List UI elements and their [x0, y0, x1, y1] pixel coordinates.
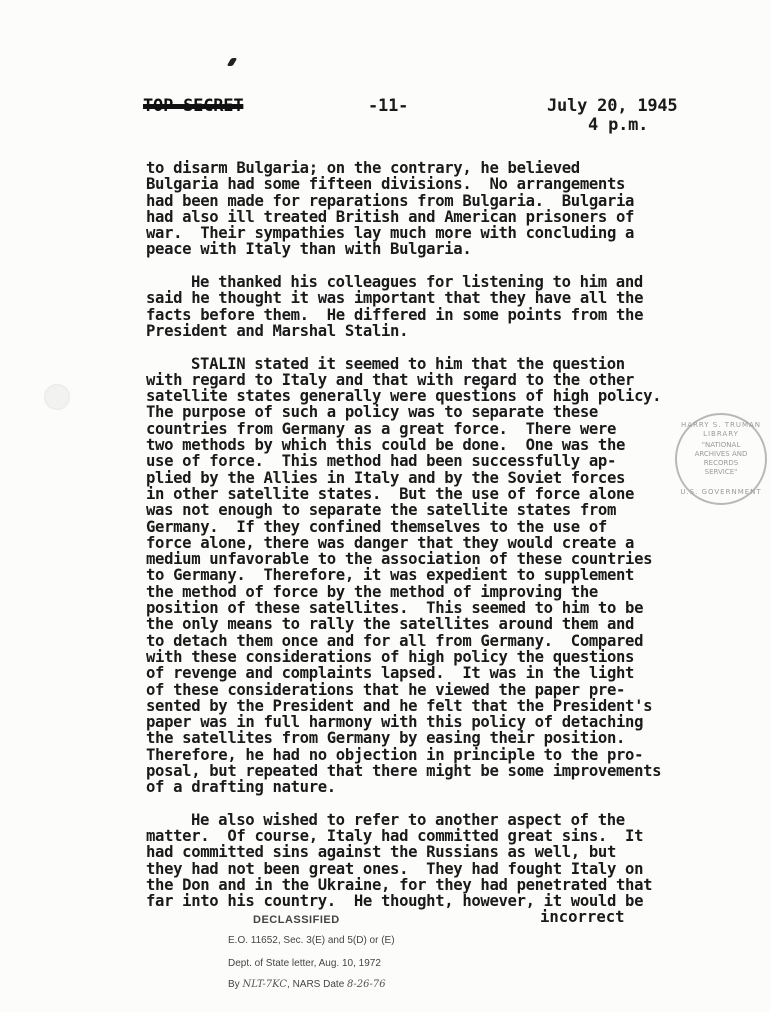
handwritten-date: 8-26-76 — [347, 979, 386, 990]
text-line: of these considerations that he viewed the paper pre- — [146, 680, 626, 699]
text-line: the satellites from Germany by easing their position. — [146, 729, 626, 748]
declassification-stamp — [228, 914, 395, 990]
text-line: paper was in full harmony with this policy of detaching — [146, 713, 644, 732]
text-line: far into his country. He thought, however, it would be — [146, 892, 644, 911]
declassified-title: DECLASSIFIED — [253, 914, 340, 926]
text-line: use of force. This method had been successfully ap- — [146, 452, 616, 471]
text-line: Therefore, he had no objection in principle to the pro- — [146, 745, 644, 764]
ink-mark — [227, 58, 238, 66]
text-line: sented by the President and he felt that the President's — [146, 696, 653, 715]
by-prefix: By — [228, 979, 240, 990]
text-line: with these considerations of high policy the questions — [146, 647, 635, 666]
nars-label: , NARS Date — [287, 979, 345, 990]
classification-marking: TOP SECRET — [143, 96, 244, 116]
text-line: of revenge and complaints lapsed. It was in the light — [146, 664, 635, 683]
declassified-authority: E.O. 11652, Sec. 3(E) and 5(D) or (E) — [228, 935, 395, 946]
text-line: the Don and in the Ukraine, for they had penetrated that — [146, 876, 653, 895]
text-line: He also wished to refer to another aspect of the — [191, 810, 625, 829]
paragraph — [146, 356, 706, 796]
text-line: war. Their sympathies lay much more with concluding a — [146, 224, 635, 243]
text-line: President and Marshal Stalin. — [146, 321, 409, 340]
text-line: posal, but repeated that there might be some improvements — [146, 761, 662, 780]
text-line: plied by the Allies in Italy and by the Soviet forces — [146, 468, 626, 487]
text-line: the method of force by the method of improving the — [146, 582, 598, 601]
punch-hole — [44, 384, 70, 410]
declassified-by-line — [228, 979, 395, 990]
text-line: Bulgaria had some fifteen divisions. No arrangements — [146, 175, 626, 194]
text-line: to Germany. Therefore, it was expedient to supplement — [146, 566, 635, 585]
text-line: to disarm Bulgaria; on the contrary, he believed — [146, 159, 580, 177]
catchword: incorrect — [540, 908, 625, 926]
text-line: medium unfavorable to the association of these countries — [146, 550, 653, 569]
text-line: to detach them once and for all from Germany. Compared — [146, 631, 644, 650]
text-line: peace with Italy than with Bulgaria. — [146, 240, 472, 259]
text-line: had also ill treated British and American prisoners of — [146, 207, 635, 226]
text-line: He thanked his colleagues for listening to him and — [191, 273, 643, 292]
paragraph — [146, 274, 706, 339]
stamp-center-line: "NATIONAL — [701, 441, 741, 449]
archive-stamp — [675, 413, 767, 505]
paragraph — [146, 160, 706, 258]
stamp-center-line: SERVICE" — [704, 468, 738, 476]
document-body — [146, 160, 706, 926]
text-line: matter. Of course, Italy had committed great sins. It — [146, 827, 644, 846]
declassified-letter: Dept. of State letter, Aug. 10, 1972 — [228, 958, 381, 969]
text-line: of a drafting nature. — [146, 778, 336, 797]
text-line: satellite states generally were questions of high policy. — [146, 387, 662, 406]
text-line: The purpose of such a policy was to separate these — [146, 403, 598, 422]
stamp-center-line: RECORDS — [703, 459, 739, 467]
text-line: in other satellite states. But the use of force alone — [146, 484, 635, 503]
text-line: position of these satellites. This seemed to him to be — [146, 599, 644, 618]
text-line: had committed sins against the Russians as well, but — [146, 843, 616, 862]
document-time: 4 p.m. — [588, 115, 649, 135]
text-line: facts before them. He differed in some points from the — [146, 305, 644, 324]
by-initials: NLT-7KC — [242, 979, 288, 990]
page-number: -11- — [368, 96, 409, 116]
text-line: said he thought it was important that they have all the — [146, 289, 644, 308]
text-line: had been made for reparations from Bulgaria. Bulgaria — [146, 191, 635, 210]
stamp-bottom-text: U.S. GOVERNMENT — [680, 488, 762, 496]
text-line: force alone, there was danger that they would create a — [146, 533, 635, 552]
text-line: Germany. If they confined themselves to the use of — [146, 517, 607, 536]
text-line: two methods by which this could be done. One was the — [146, 436, 626, 455]
document-date: July 20, 1945 — [547, 96, 678, 116]
text-line: countries from Germany as a great force. There were — [146, 419, 616, 438]
stamp-center-line: ARCHIVES AND — [694, 450, 748, 458]
text-line: with regard to Italy and that with regard to the other — [146, 370, 635, 389]
stamp-top-text: HARRY S. TRUMAN LIBRARY — [680, 421, 762, 438]
text-line: they had not been great ones. They had fought Italy on — [146, 859, 644, 878]
paragraph — [146, 812, 706, 910]
text-line: was not enough to separate the satellite states from — [146, 501, 616, 520]
text-line: STALIN stated it seemed to him that the question — [191, 354, 625, 373]
text-line: the only means to rally the satellites around them and — [146, 615, 635, 634]
